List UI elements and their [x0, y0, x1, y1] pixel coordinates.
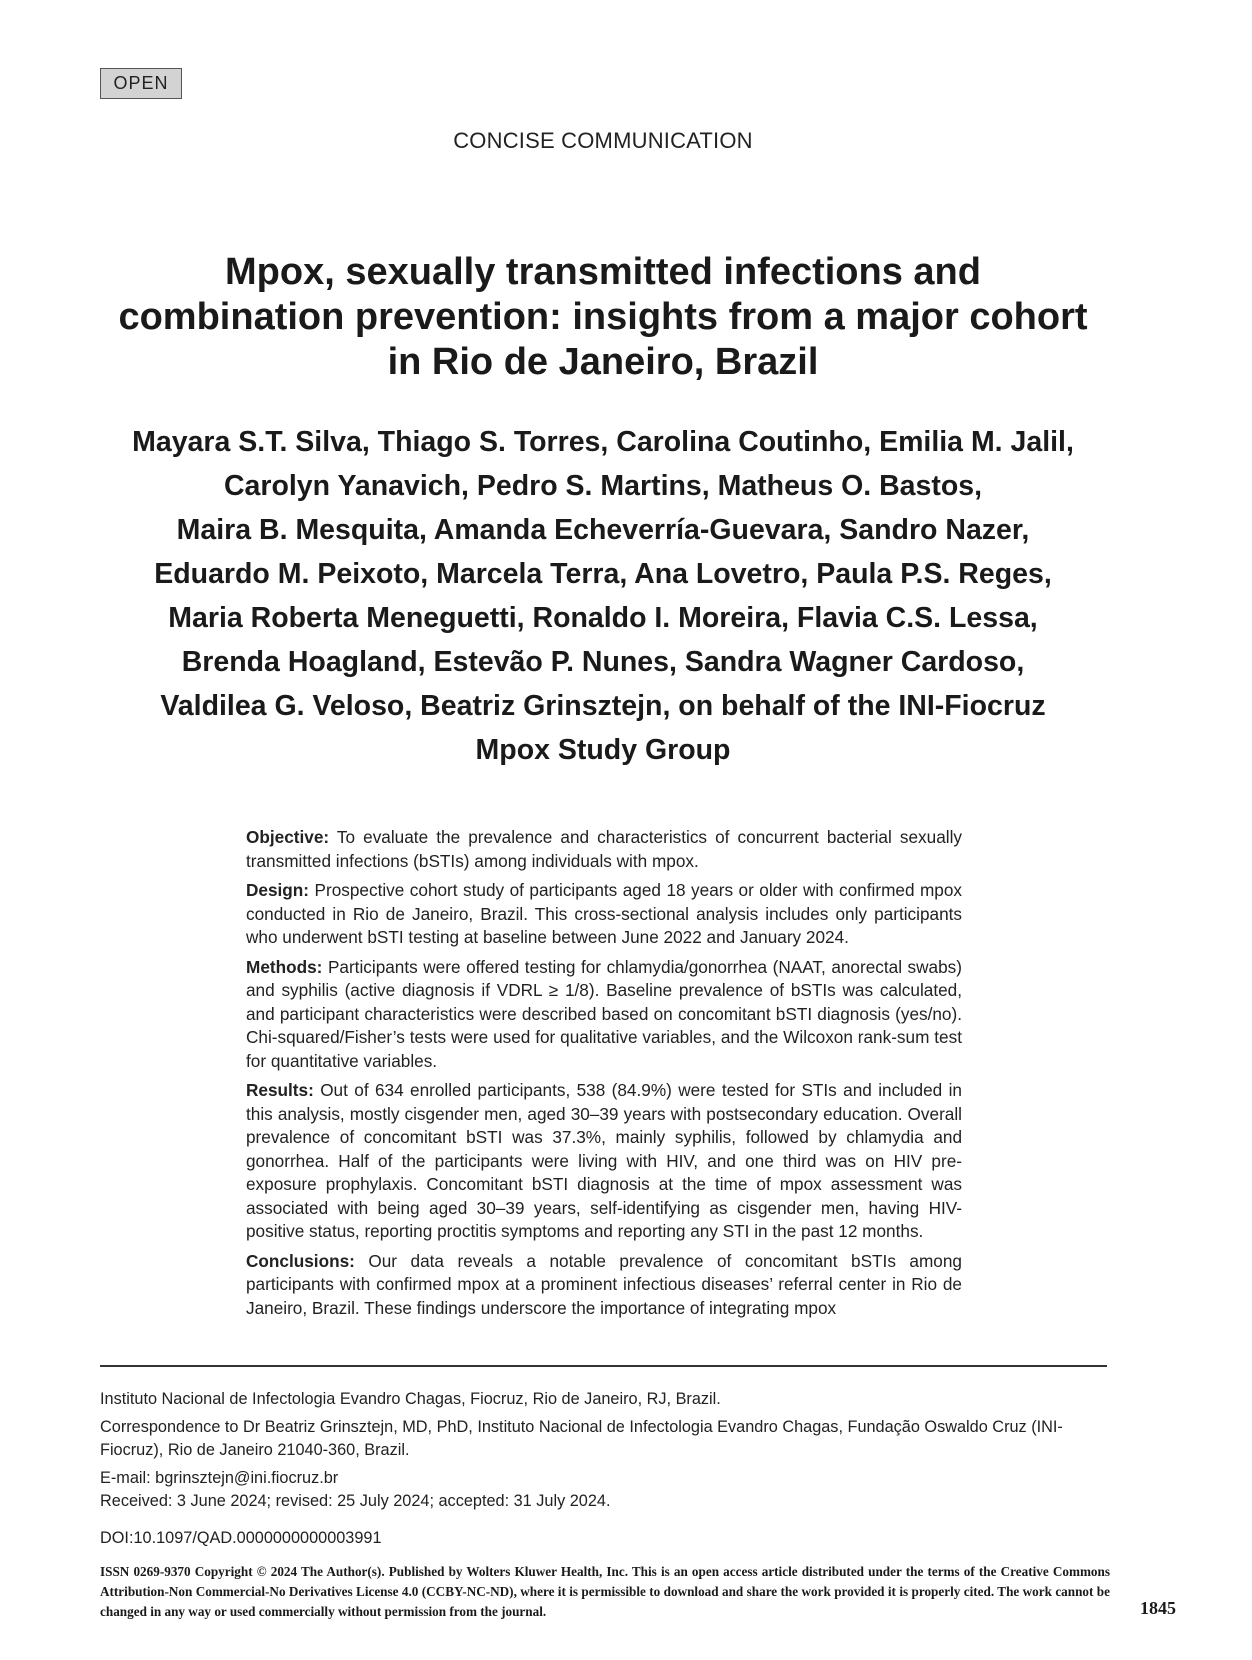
author-line: Maria Roberta Meneguetti, Ronaldo I. Moreira, Flavia C.S. Lessa,	[168, 602, 1038, 634]
abstract	[246, 826, 962, 1326]
article-title	[70, 250, 1136, 385]
objective-label: Objective:	[246, 827, 330, 847]
abstract-methods	[246, 956, 962, 1074]
abstract-conclusions	[246, 1250, 962, 1321]
author-line: Mpox Study Group	[475, 734, 731, 766]
design-text: Prospective cohort study of participants aged 18 years or older with confirmed mpox conducted in Rio de Janeiro, Brazil. This cross-sectional analysis includes only participants who underwent bSTI testing at baseline between June 2022 and January 2024.	[246, 880, 962, 947]
footnote-divider	[100, 1365, 1107, 1367]
author-line: Eduardo M. Peixoto, Marcela Terra, Ana Lovetro, Paula P.S. Reges,	[154, 558, 1052, 590]
email: E-mail: bgrinsztejn@ini.fiocruz.br	[100, 1469, 339, 1487]
title-line: combination prevention: insights from a major cohort	[118, 296, 1088, 338]
page-number: 1845	[1140, 1598, 1176, 1618]
author-line: Mayara S.T. Silva, Thiago S. Torres, Carolina Coutinho, Emilia M. Jalil,	[132, 426, 1074, 458]
abstract-objective	[246, 826, 962, 873]
received-dates: Received: 3 June 2024; revised: 25 July 2024; accepted: 31 July 2024.	[100, 1492, 611, 1510]
results-text: Out of 634 enrolled participants, 538 (84.9%) were tested for STIs and included in this analysis, mostly cisgender men, aged 30–39 years with postsecondary education. Overall prevalence of concomitant bSTI was 37.3%, mainly syphilis, followed by chlamydia and gonorrhea. Half of the participants were living with HIV, and one third was on HIV pre-exposure prophylaxis. Concomitant bSTI diagnosis at the time of mpox assessment was associated with being aged 30–39 years, self-identifying as cisgender men, having HIV-positive status, reporting proctitis symptoms and reporting any STI in the past 12 months.	[246, 1080, 962, 1241]
conclusions-text: Our data reveals a notable prevalence of concomitant bSTIs among participants with confirmed mpox at a prominent infectious diseases’ referral center in Rio de Janeiro, Brazil. These findings underscore the importance of integrating mpox	[246, 1250, 962, 1318]
author-line: Brenda Hoagland, Estevão P. Nunes, Sandra Wagner Cardoso,	[181, 646, 1025, 678]
methods-label: Methods:	[246, 956, 323, 977]
author-line: Maira B. Mesquita, Amanda Echeverría-Guevara, Sandro Nazer,	[176, 514, 1030, 546]
author-line: Carolyn Yanavich, Pedro S. Martins, Matheus O. Bastos,	[223, 470, 983, 502]
doi: DOI:10.1097/QAD.0000000000003991	[100, 1529, 382, 1547]
abstract-results	[246, 1079, 962, 1244]
correspondence: Correspondence to Dr Beatriz Grinsztejn, MD, PhD, Instituto Nacional de Infectologia Evandro Chagas, Fundação Oswaldo Cruz (INI-Fiocruz), Rio de Janeiro 21040-360, Brazil.	[100, 1418, 1063, 1459]
copyright-notice: ISSN 0269-9370 Copyright © 2024 The Author(s). Published by Wolters Kluwer Health, Inc. This is an open access article distributed under the terms of the Creative Commons Attribution-Non Commercial-No Derivatives License 4.0 (CCBY-NC-ND), where it is permissible to download and share the work provided it is properly cited. The work cannot be changed in any way or used commercially without permission from the journal.	[100, 1564, 1110, 1619]
author-list	[70, 420, 1136, 772]
abstract-design	[246, 879, 962, 950]
conclusions-label: Conclusions:	[246, 1250, 355, 1271]
objective-text: To evaluate the prevalence and characteristics of concurrent bacterial sexually transmitted infections (bSTIs) among individuals with mpox.	[246, 827, 963, 871]
institute-affiliation: Instituto Nacional de Infectologia Evandro Chagas, Fiocruz, Rio de Janeiro, RJ, Brazil.	[100, 1390, 721, 1408]
affiliation-block	[100, 1388, 1110, 1550]
title-line: Mpox, sexually transmitted infections and	[225, 251, 981, 293]
results-label: Results:	[246, 1080, 314, 1100]
section-label: CONCISE COMMUNICATION	[453, 128, 753, 153]
design-label: Design:	[246, 880, 310, 900]
author-line: Valdilea G. Veloso, Beatriz Grinsztejn, on behalf of the INI-Fiocruz	[160, 690, 1046, 722]
title-line: in Rio de Janeiro, Brazil	[387, 341, 819, 383]
methods-text: Participants were offered testing for chlamydia/gonorrhea (NAAT, anorectal swabs) and syphilis (active diagnosis if VDRL ≥ 1/8). Baseline prevalence of bSTIs was calculated, and participant characteristics were described based on concomitant bSTI diagnosis (yes/no). Chi-squared/Fisher’s tests were used for qualitative variables, and the Wilcoxon rank-sum test for quantitative variables.	[246, 956, 962, 1071]
open-access-badge: OPEN	[100, 68, 182, 99]
